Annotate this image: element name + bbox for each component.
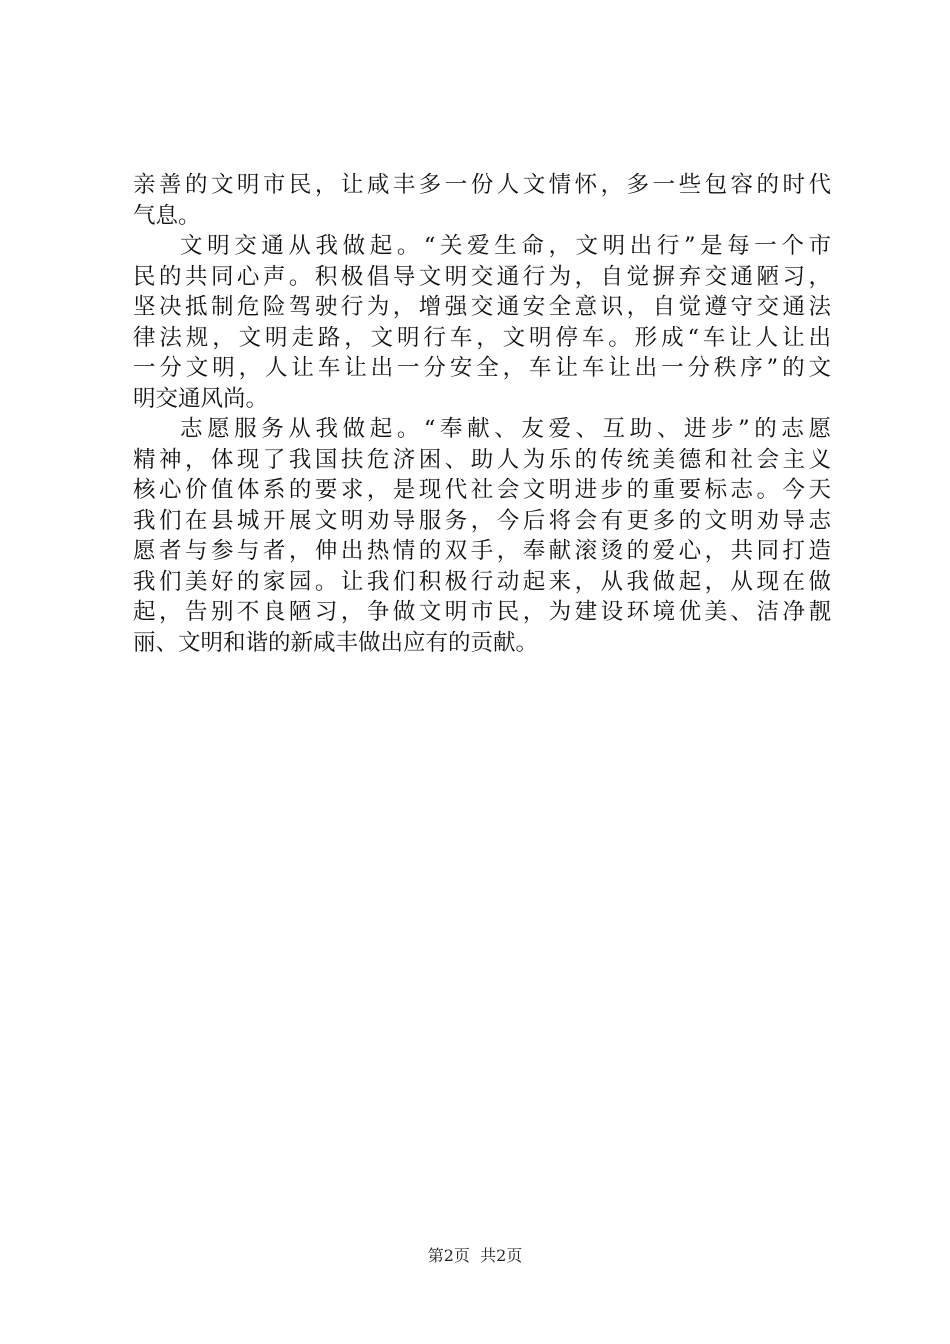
text-line: 律法规，文明走路，文明行车，文明停车。形成“车让人让出 [133, 324, 831, 351]
text-line: 精神，体现了我国扶危济困、助人为乐的传统美德和社会主义 [133, 446, 831, 473]
paragraph-civilized-traffic [133, 231, 831, 414]
text-line: 我们美好的家园。让我们积极行动起来，从我做起，从现在做 [133, 568, 831, 595]
text-line: 亲善的文明市民，让咸丰多一份人文情怀，多一些包容的时代 [133, 172, 831, 198]
text-line: 起，告别不良陋习，争做文明市民，为建设环境优美、洁净靓 [133, 599, 831, 625]
text-line: 核心价值体系的要求，是现代社会文明进步的重要标志。今天 [133, 477, 831, 503]
document-body [133, 170, 831, 658]
text-line: 坚决抵制危险驾驶行为，增强交通安全意识，自觉遵守交通法 [133, 294, 831, 320]
text-line: 民的共同心声。积极倡导文明交通行为，自觉摒弃交通陋习， [133, 263, 831, 290]
text-line: 明交通风尚。 [133, 385, 269, 412]
text-line: 文明交通从我做起。“关爱生命，文明出行”是每一个市 [180, 233, 831, 259]
text-line: 气息。 [133, 202, 201, 229]
paragraph-volunteer-service [133, 414, 831, 658]
text-line: 志愿服务从我做起。“奉献、友爱、互助、进步”的志愿 [180, 416, 831, 442]
text-line: 一分文明，人让车让出一分安全，车让车让出一分秩序”的文 [133, 355, 831, 381]
page-number-footer: 第2页 共2页 [427, 1246, 523, 1265]
text-line: 我们在县城开展文明劝导服务，今后将会有更多的文明劝导志 [133, 507, 831, 534]
text-line: 丽、文明和谐的新咸丰做出应有的贡献。 [133, 629, 539, 656]
paragraph-continuation [133, 170, 831, 231]
text-line: 愿者与参与者，伸出热情的双手，奉献滚烫的爱心，共同打造 [133, 538, 831, 564]
